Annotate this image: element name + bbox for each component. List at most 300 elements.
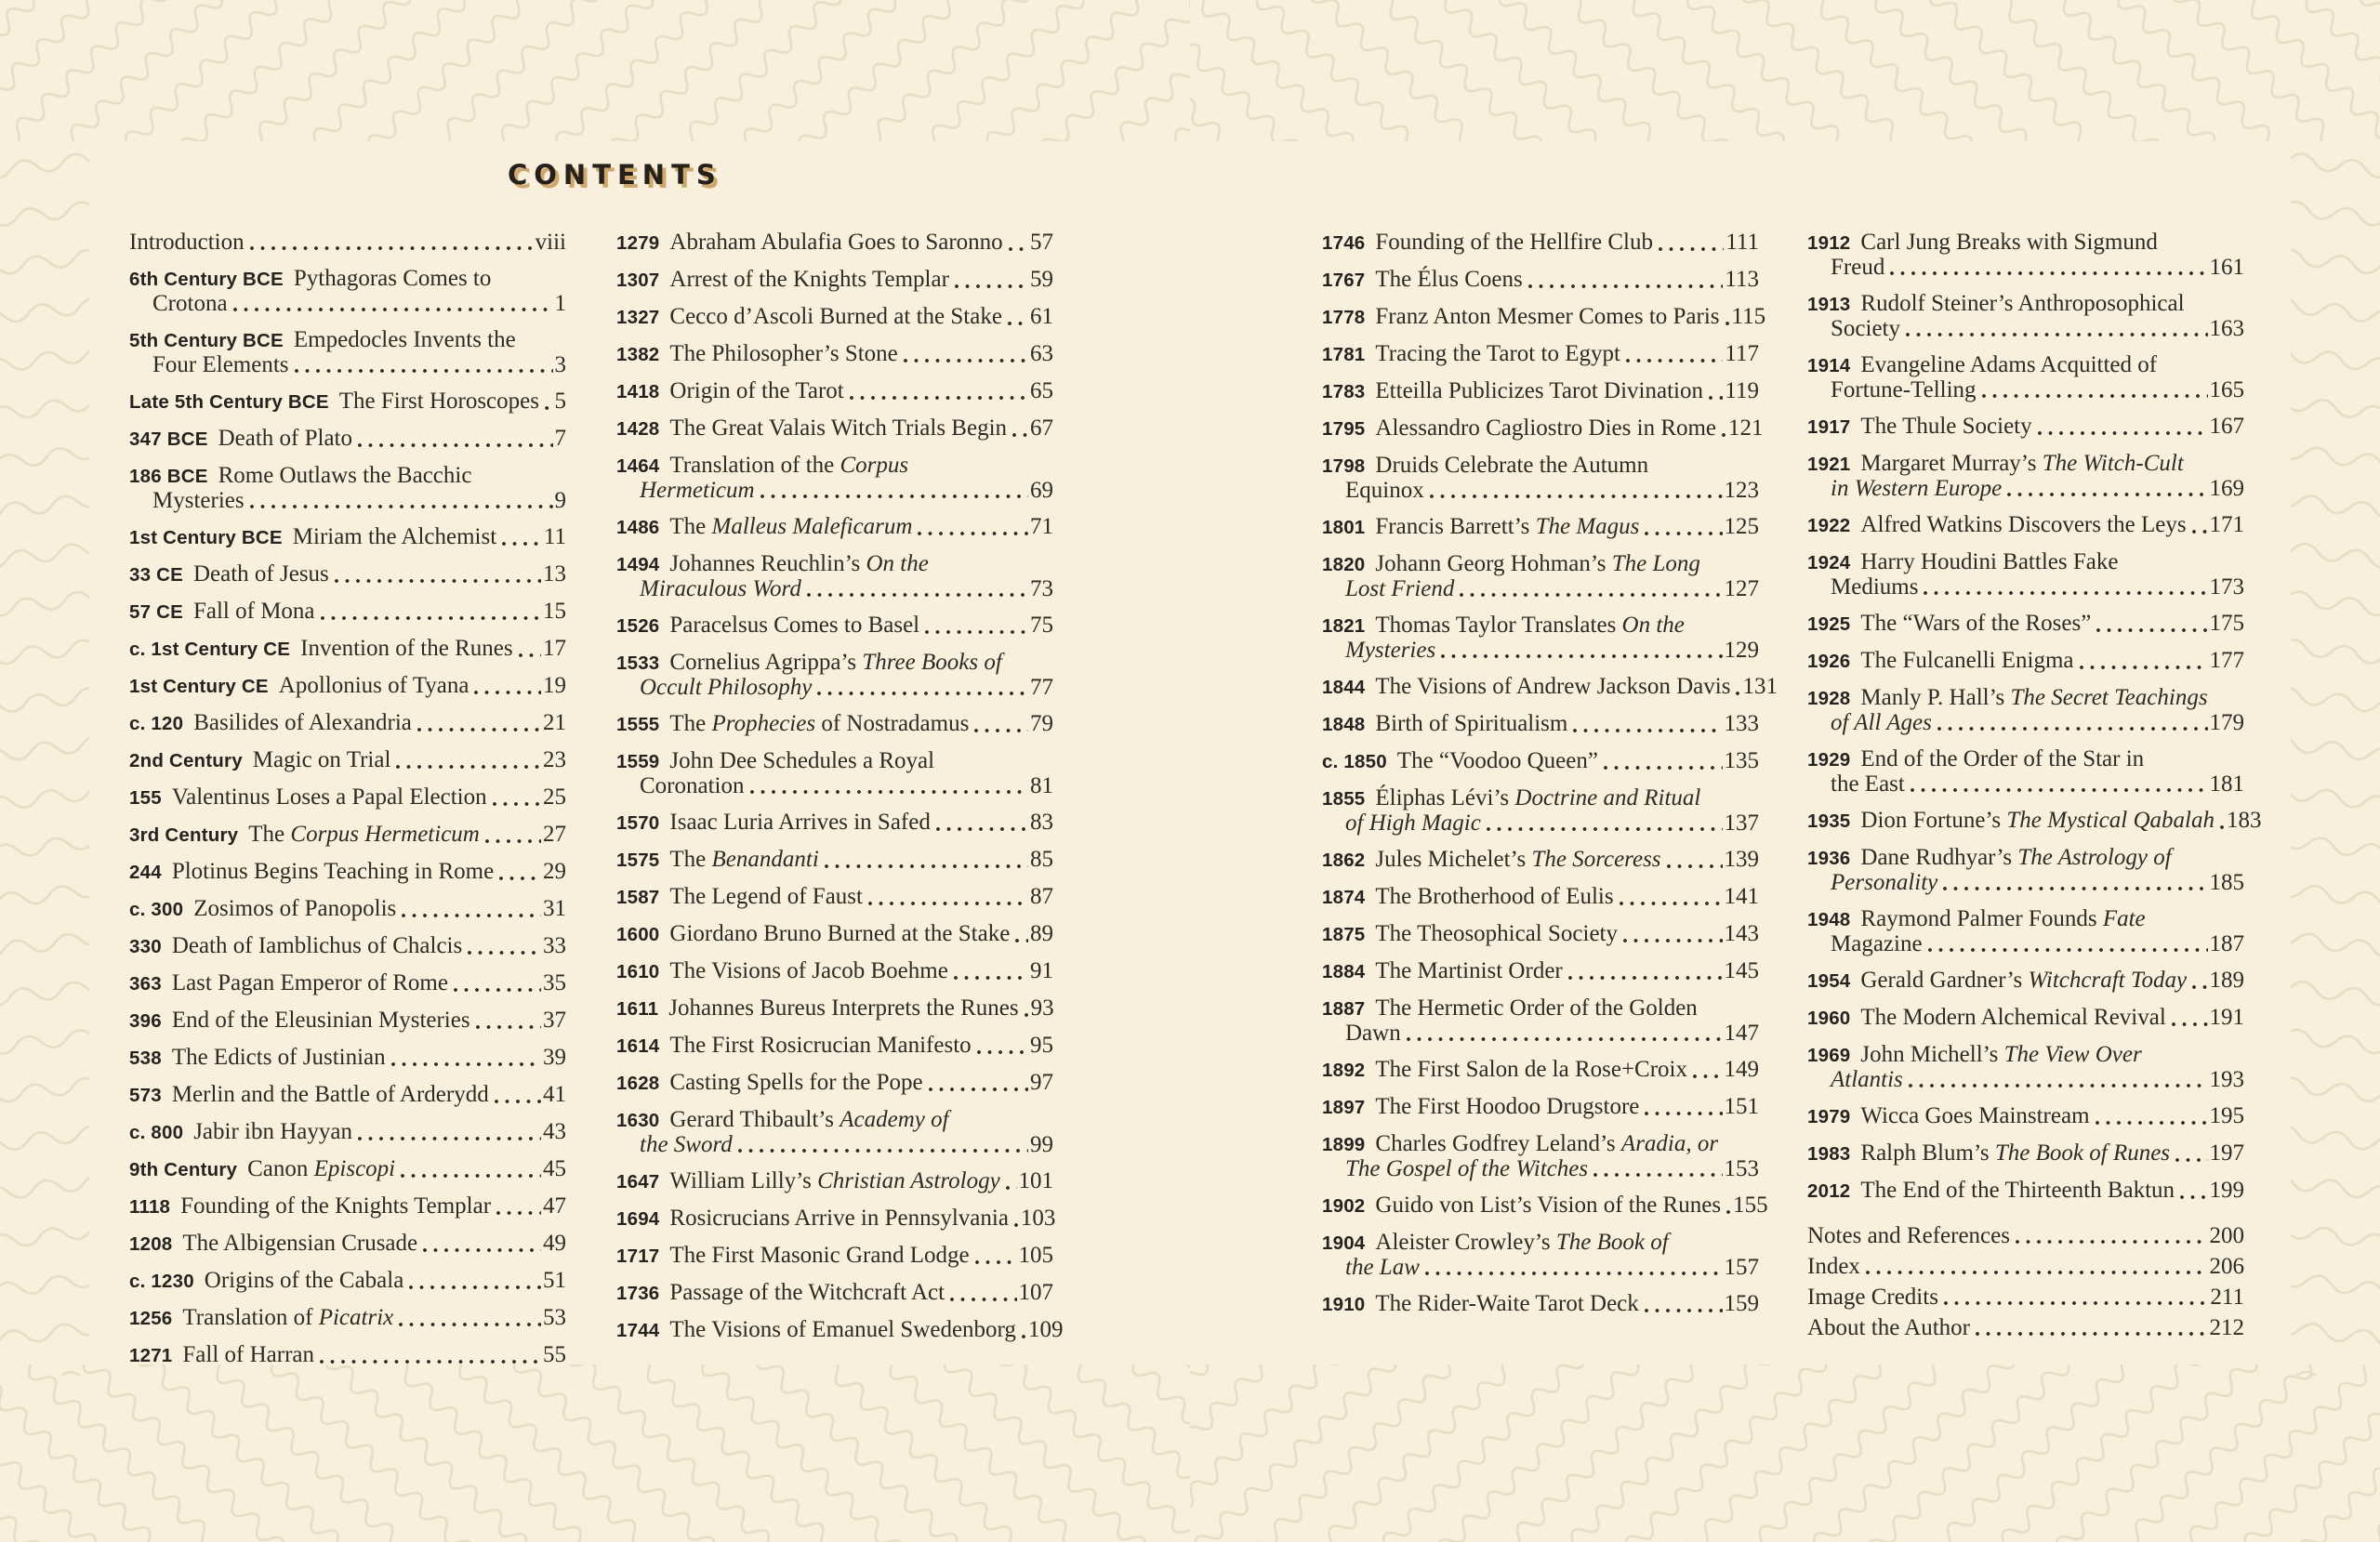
dot-leader xyxy=(1623,343,1724,367)
toc-entry-title: Birth of Spiritualism xyxy=(1375,711,1568,736)
toc-entry-line xyxy=(1807,907,2244,932)
toc-entry-text xyxy=(616,749,934,774)
toc-entry-continuation-line xyxy=(1807,711,2244,735)
toc-entry-title: The First Rosicrucian Manifesto xyxy=(669,1033,972,1058)
toc-entry-text xyxy=(616,1318,1016,1343)
toc-entry-line xyxy=(129,1120,566,1145)
toc-entry-title-italic: Aradia, or xyxy=(1620,1131,1719,1156)
toc-entry-line xyxy=(129,637,566,662)
toc-entry-line xyxy=(129,823,566,848)
toc-entry-date: 573 xyxy=(129,1085,162,1106)
toc-entry-title-italic: Personality xyxy=(1831,870,1938,895)
toc-entry-line xyxy=(1807,649,2244,674)
toc-entry-title: The Edicts of Justinian xyxy=(171,1045,386,1070)
toc-entry-title: Death of Iamblichus of Chalcis xyxy=(171,933,463,958)
toc-entry-text xyxy=(129,1120,352,1145)
toc-entry xyxy=(1322,268,1759,293)
toc-entry-text xyxy=(616,1071,923,1096)
dot-leader xyxy=(2004,477,2207,501)
toc-entry-continuation-line xyxy=(1807,477,2244,501)
toc-entry-text xyxy=(616,712,969,737)
dot-leader xyxy=(1940,871,2207,895)
toc-entry-date: 33 CE xyxy=(129,564,183,586)
toc-entry xyxy=(129,860,566,885)
toc-entry-title: The xyxy=(669,711,712,736)
toc-entry-line xyxy=(1322,712,1759,737)
toc-entry-line xyxy=(616,811,1053,836)
toc-entry-text xyxy=(616,676,812,700)
toc-entry-title: Jules Michelet’s xyxy=(1375,847,1532,872)
toc-entry-text xyxy=(1322,848,1661,873)
toc-entry xyxy=(129,267,566,316)
toc-entry-date: 2012 xyxy=(1807,1180,1851,1202)
toc-entry-line xyxy=(1322,613,1759,639)
toc-entry-line xyxy=(1322,1132,1759,1157)
dot-leader xyxy=(866,886,1028,910)
toc-entry-text xyxy=(1807,1285,1938,1310)
toc-entry-page-number: 147 xyxy=(1724,1021,1759,1046)
toc-entry-line xyxy=(129,389,566,415)
toc-entry-page-number: 59 xyxy=(1030,267,1053,292)
toc-entry-title: Freud xyxy=(1831,255,1885,280)
dot-leader xyxy=(451,972,541,996)
toc-entry-title: The Rider-Waite Tarot Deck xyxy=(1375,1291,1639,1316)
toc-entry-line xyxy=(616,885,1053,910)
toc-entry-text xyxy=(1807,871,1937,895)
toc-entry xyxy=(616,454,1053,503)
dot-leader xyxy=(389,1047,541,1071)
toc-entry xyxy=(1322,749,1759,774)
toc-entry-title: Thomas Taylor Translates xyxy=(1375,613,1622,638)
toc-entry-continuation-line xyxy=(129,292,566,316)
dot-leader xyxy=(247,489,553,513)
dot-leader xyxy=(2013,1224,2208,1248)
toc-entry-line xyxy=(616,749,1053,774)
dot-leader xyxy=(847,380,1028,404)
toc-entry-title: Johannes Reuchlin’s xyxy=(669,551,866,576)
toc-entry-title: Founding of the Hellfire Club xyxy=(1375,230,1653,255)
toc-entry-date: 1555 xyxy=(616,714,660,735)
toc-entry xyxy=(129,231,566,255)
toc-entry-page-number: 115 xyxy=(1731,304,1766,329)
toc-entry-continuation-line xyxy=(1322,577,1759,601)
dot-leader xyxy=(1925,932,2208,956)
toc-entry-title: The “Wars of the Roses” xyxy=(1860,611,2092,636)
toc-entry-date: 1936 xyxy=(1807,848,1851,869)
toc-entry-page-number: 69 xyxy=(1030,478,1053,503)
toc-entry-page-number: 157 xyxy=(1724,1255,1759,1280)
toc-entry-text xyxy=(1807,415,2032,440)
backmatter-section xyxy=(1807,1224,2244,1340)
toc-entry-title-italic: Academy of xyxy=(840,1107,949,1132)
toc-entry-title-italic: the Sword xyxy=(640,1132,733,1157)
toc-entry-text xyxy=(616,885,863,910)
toc-entry xyxy=(129,1343,566,1368)
toc-entry-title: Canon xyxy=(247,1156,314,1181)
toc-entry-title: Basilides of Alexandria xyxy=(193,710,412,735)
toc-entry-date: 1717 xyxy=(616,1245,660,1267)
dot-leader xyxy=(1733,676,1740,700)
toc-entry-text xyxy=(129,748,390,773)
toc-entry-date: 1575 xyxy=(616,850,660,871)
dot-leader xyxy=(1010,417,1028,442)
toc-entry-line xyxy=(1807,415,2244,440)
toc-entry-text xyxy=(129,292,228,316)
toc-entry-page-number: 1 xyxy=(554,291,566,316)
toc-entry-title: Mysteries xyxy=(152,488,245,513)
toc-entry-page-number: 125 xyxy=(1724,514,1759,539)
toc-entry xyxy=(1322,454,1759,503)
toc-entry-line xyxy=(1807,513,2244,538)
toc-entry-page-number: 65 xyxy=(1030,378,1053,403)
toc-entry-text xyxy=(1807,452,2184,477)
toc-entry-title: Fall of Mona xyxy=(192,599,315,624)
toc-entry-line xyxy=(1807,1043,2244,1068)
dot-leader xyxy=(1457,577,1722,601)
toc-entry-date: 363 xyxy=(129,973,162,995)
toc-entry xyxy=(1807,550,2244,600)
toc-entry-line xyxy=(1322,552,1759,577)
toc-entry-text xyxy=(1322,342,1620,367)
dot-leader xyxy=(415,712,541,736)
toc-entry-continuation-line xyxy=(1807,871,2244,895)
toc-entry-date: 347 BCE xyxy=(129,428,208,450)
toc-entry-title: Casting Spells for the Pope xyxy=(669,1070,923,1095)
toc-entry-line xyxy=(129,600,566,625)
toc-entry-line xyxy=(1807,1104,2244,1129)
toc-entry-text xyxy=(129,427,352,452)
toc-entry xyxy=(129,1046,566,1071)
toc-entry-title: Zosimos of Panopolis xyxy=(193,896,397,921)
toc-entry xyxy=(129,785,566,811)
toc-entry-line xyxy=(616,268,1053,293)
toc-entry-title: of Nostradamus xyxy=(815,711,970,736)
toc-entry-page-number: 39 xyxy=(543,1045,566,1070)
toc-entry-text xyxy=(616,515,912,540)
toc-entry-line xyxy=(1322,268,1759,293)
toc-entry xyxy=(129,897,566,922)
toc-entry-line xyxy=(616,1169,1053,1194)
toc-entry-page-number: 33 xyxy=(543,933,566,958)
toc-entry-title-italic: The View Over xyxy=(2003,1042,2142,1067)
toc-entry-line xyxy=(1322,848,1759,873)
toc-entry xyxy=(1322,674,1778,700)
toc-entry xyxy=(1807,612,2244,637)
dot-leader xyxy=(2189,969,2207,994)
toc-entry-date: 1630 xyxy=(616,1110,660,1131)
toc-entry-page-number: 101 xyxy=(1018,1168,1053,1193)
toc-entry-title: Magazine xyxy=(1831,931,1923,956)
toc-entry-title-italic: Fate xyxy=(2102,906,2146,931)
dot-leader xyxy=(1620,923,1723,947)
toc-entry xyxy=(616,1034,1053,1059)
toc-entry-date: 1914 xyxy=(1807,355,1851,376)
toc-entry-title: The “Voodoo Queen” xyxy=(1396,748,1598,773)
toc-entry-line xyxy=(1807,1141,2244,1166)
dot-leader xyxy=(420,1232,541,1257)
toc-entry-text xyxy=(1322,552,1700,577)
toc-entry-text xyxy=(1807,256,1884,280)
toc-entry xyxy=(129,1120,566,1145)
toc-entry-title: The Martinist Order xyxy=(1375,958,1563,983)
toc-entry xyxy=(616,1071,1053,1096)
toc-entry-page-number: 35 xyxy=(543,970,566,995)
toc-entry-date: 1848 xyxy=(1322,714,1366,735)
toc-entry-title: Éliphas Lévi’s xyxy=(1375,785,1515,811)
toc-entry-page-number: 199 xyxy=(2209,1178,2244,1203)
toc-entry-text xyxy=(129,785,487,811)
toc-entry-date: 1897 xyxy=(1322,1097,1366,1118)
toc-entry-line xyxy=(129,1157,566,1182)
toc-entry-title: End of the Order of the Star in xyxy=(1860,746,2145,771)
toc-entry-title: Society xyxy=(1831,316,1900,341)
toc-entry-title: The First Horoscopes xyxy=(338,389,539,414)
toc-entry-line xyxy=(1322,1292,1759,1317)
dot-leader xyxy=(814,676,1028,700)
toc-entry-line xyxy=(129,267,566,292)
toc-entry xyxy=(129,934,566,959)
toc-entry-page-number: 113 xyxy=(1725,267,1759,292)
toc-entry-text xyxy=(1807,1104,2090,1129)
toc-entry-page-number: 9 xyxy=(554,488,566,513)
toc-entry-line xyxy=(1807,231,2244,256)
toc-entry-date: 1925 xyxy=(1807,613,1851,635)
toc-entry-text xyxy=(1807,747,2144,772)
toc-entry-text xyxy=(616,959,948,984)
toc-entry-date: 1614 xyxy=(616,1035,660,1057)
toc-entry xyxy=(1807,1104,2244,1129)
toc-entry-page-number: 193 xyxy=(2209,1067,2244,1092)
page-title: CONTENTS xyxy=(508,159,722,191)
toc-entry-line xyxy=(129,897,566,922)
dot-leader xyxy=(496,861,541,885)
toc-entry xyxy=(1807,231,2244,280)
dot-leader xyxy=(933,811,1028,836)
toc-entry-page-number: 133 xyxy=(1724,711,1759,736)
toc-entry-line xyxy=(129,328,566,353)
dot-leader xyxy=(1642,1096,1722,1120)
toc-entry-page-number: 135 xyxy=(1724,748,1759,773)
dot-leader xyxy=(1906,1068,2208,1092)
toc-entry-line xyxy=(1322,304,1766,330)
toc-entry-title: Jabir ibn Hayyan xyxy=(193,1119,352,1144)
toc-entry-title: Ralph Blum’s xyxy=(1860,1140,1995,1166)
toc-entry-title: Notes and References xyxy=(1807,1223,2010,1248)
toc-entry-text xyxy=(616,922,1010,947)
toc-entry-line xyxy=(129,1083,566,1108)
toc-entry-line xyxy=(1807,686,2244,711)
toc-entry-page-number: 159 xyxy=(1724,1291,1759,1316)
toc-entry-page-number: 61 xyxy=(1030,304,1053,329)
toc-entry-title: The Brotherhood of Eulis xyxy=(1375,884,1614,909)
toc-entry-text xyxy=(1807,231,2158,256)
toc-entry xyxy=(616,268,1053,293)
dot-leader xyxy=(492,1084,541,1108)
toc-entry-title: Raymond Palmer Founds xyxy=(1860,906,2103,931)
toc-entry xyxy=(1322,379,1759,404)
toc-entry-line xyxy=(1807,846,2244,871)
toc-entry-line xyxy=(129,525,566,550)
toc-entry-title: Guido von List’s Vision of the Runes xyxy=(1375,1193,1722,1218)
toc-entry-line xyxy=(1807,1285,2244,1310)
toc-entry-text xyxy=(129,1306,393,1331)
toc-entry-page-number: 129 xyxy=(1724,638,1759,663)
toc-entry-page-number: 49 xyxy=(543,1231,566,1256)
toc-entry xyxy=(129,637,566,662)
dot-leader xyxy=(1012,1207,1019,1232)
dot-leader xyxy=(1006,231,1028,256)
toc-entry-text xyxy=(1807,1043,2142,1068)
toc-entry-date: 1795 xyxy=(1322,418,1366,440)
toc-entry-title: Founding of the Knights Templar xyxy=(180,1193,492,1219)
toc-entry-text xyxy=(129,1232,417,1257)
dot-leader xyxy=(1664,849,1723,873)
toc-entry-date: 1913 xyxy=(1807,294,1851,315)
toc-entry-date: 1647 xyxy=(616,1171,660,1193)
toc-entry xyxy=(616,231,1053,256)
dot-leader xyxy=(2077,650,2208,674)
toc-entry-text xyxy=(1322,712,1567,737)
toc-entry-title: The Fulcanelli Enigma xyxy=(1860,648,2074,673)
toc-entry-title-italic: Malleus Maleficarum xyxy=(711,514,913,539)
toc-entry xyxy=(1322,415,1764,442)
toc-entry-page-number: 23 xyxy=(543,747,566,772)
toc-entry-date: 1382 xyxy=(616,344,660,365)
toc-entry-title: Dawn xyxy=(1345,1021,1401,1046)
toc-entry-text xyxy=(1807,711,1932,735)
dot-leader xyxy=(393,749,541,773)
toc-entry-title: Giordano Bruno Burned at the Stake xyxy=(669,921,1011,946)
toc-entry-title-italic: The Astrology of xyxy=(2017,845,2172,870)
toc-entry-title: Coronation xyxy=(640,773,745,798)
dot-leader xyxy=(1526,269,1724,293)
toc-entry xyxy=(129,1269,566,1294)
toc-entry-page-number: viii xyxy=(535,230,566,255)
toc-entry xyxy=(129,1232,566,1257)
toc-entry xyxy=(1807,1255,2244,1279)
toc-entry-title: The Visions of Jacob Boehme xyxy=(669,958,948,983)
toc-entry-title: Manly P. Hall’s xyxy=(1860,685,2011,710)
toc-entry xyxy=(616,1244,1053,1269)
toc-entry-title-italic: Occult Philosophy xyxy=(640,675,813,700)
toc-entry-text xyxy=(616,1108,949,1133)
toc-entry-page-number: 117 xyxy=(1725,341,1759,366)
toc-entry-title: The Philosopher’s Stone xyxy=(669,341,898,366)
toc-entry-line xyxy=(616,1071,1053,1096)
toc-entry xyxy=(129,464,566,513)
toc-entry-title-italic: The Book of xyxy=(1555,1230,1669,1255)
dot-leader xyxy=(735,1133,1028,1157)
toc-entry xyxy=(1322,1231,1759,1280)
toc-entry-line xyxy=(616,1317,1064,1343)
toc-entry-text xyxy=(129,353,289,377)
toc-entry-text xyxy=(1322,1292,1639,1317)
toc-entry-text xyxy=(1322,231,1653,256)
toc-entry-title: Translation of the xyxy=(669,453,840,478)
dot-leader xyxy=(1484,811,1723,836)
dot-leader xyxy=(1723,306,1730,330)
toc-entry-text xyxy=(129,1083,489,1108)
toc-entry xyxy=(1322,1095,1759,1120)
toc-entry-date: 1610 xyxy=(616,961,660,982)
toc-entry xyxy=(1807,292,2244,341)
toc-entry-date: 1526 xyxy=(616,615,660,637)
toc-entry-line xyxy=(1322,1095,1759,1120)
toc-entry xyxy=(1322,613,1759,663)
toc-entry-title: The xyxy=(669,847,712,872)
toc-entry-line xyxy=(616,379,1053,404)
toc-entry-date: 1st Century CE xyxy=(129,676,269,697)
toc-entry-title: Merlin and the Battle of Arderydd xyxy=(171,1082,489,1107)
dot-leader xyxy=(516,638,541,662)
toc-entry-line xyxy=(616,454,1053,479)
toc-entry-date: 1935 xyxy=(1807,811,1851,832)
toc-entry xyxy=(1807,353,2244,402)
dot-leader xyxy=(2173,1142,2207,1166)
toc-entry-line xyxy=(1807,1224,2244,1248)
toc-entry-date: 1694 xyxy=(616,1208,660,1230)
toc-entry-text xyxy=(129,231,245,255)
toc-entry-title: Crotona xyxy=(152,291,228,316)
toc-entry-page-number: 25 xyxy=(543,784,566,810)
dot-leader xyxy=(1863,1255,2208,1279)
toc-entry xyxy=(1807,808,2262,834)
toc-entry xyxy=(616,922,1053,947)
toc-entry-page-number: 5 xyxy=(554,389,566,414)
toc-entry-page-number: 121 xyxy=(1728,415,1764,441)
toc-entry-line xyxy=(616,1108,1053,1133)
dot-leader xyxy=(1973,1316,2208,1340)
toc-entry xyxy=(1322,996,1759,1046)
toc-entry-date: 1533 xyxy=(616,652,660,674)
toc-entry xyxy=(129,674,566,699)
toc-entry-title-italic: Miraculous Word xyxy=(640,576,801,601)
toc-entry-title: End of the Eleusinian Mysteries xyxy=(171,1008,470,1033)
dot-leader xyxy=(247,231,534,255)
toc-entry-page-number: 141 xyxy=(1724,884,1759,909)
dot-leader xyxy=(292,353,553,377)
dot-leader xyxy=(1427,479,1723,503)
toc-entry-page-number: 165 xyxy=(2209,377,2244,402)
toc-entry-text xyxy=(1322,1256,1420,1280)
toc-entry-continuation-line xyxy=(1807,932,2244,956)
toc-entry-date: 1960 xyxy=(1807,1008,1851,1029)
toc-entry-title-italic: Atlantis xyxy=(1831,1067,1903,1092)
toc-entry-text xyxy=(1807,353,2157,378)
toc-entry-page-number: 183 xyxy=(2226,808,2262,833)
dot-leader xyxy=(1601,750,1723,774)
toc-entry-date: 1118 xyxy=(129,1196,171,1218)
toc-entry-text xyxy=(616,1206,1009,1232)
toc-entry xyxy=(129,1157,566,1182)
toc-entry xyxy=(1807,846,2244,895)
toc-entry-line xyxy=(616,1206,1056,1232)
toc-entry-title-italic: Hermeticum xyxy=(640,478,755,503)
toc-entry-title: Gerard Thibault’s xyxy=(669,1107,840,1132)
dot-leader xyxy=(1642,1293,1723,1317)
toc-entry-text xyxy=(616,774,745,798)
toc-entry-line xyxy=(1807,1006,2244,1031)
dot-leader xyxy=(1979,378,2208,402)
toc-entry-continuation-line xyxy=(1322,1157,1759,1181)
toc-entry-title: Introduction xyxy=(129,230,245,255)
toc-entry xyxy=(1807,1316,2244,1340)
toc-entry xyxy=(129,427,566,452)
toc-entry-text xyxy=(129,600,315,625)
toc-entry-date: 186 BCE xyxy=(129,466,208,487)
toc-entry-text xyxy=(129,860,494,885)
toc-entry-text xyxy=(1322,613,1685,639)
